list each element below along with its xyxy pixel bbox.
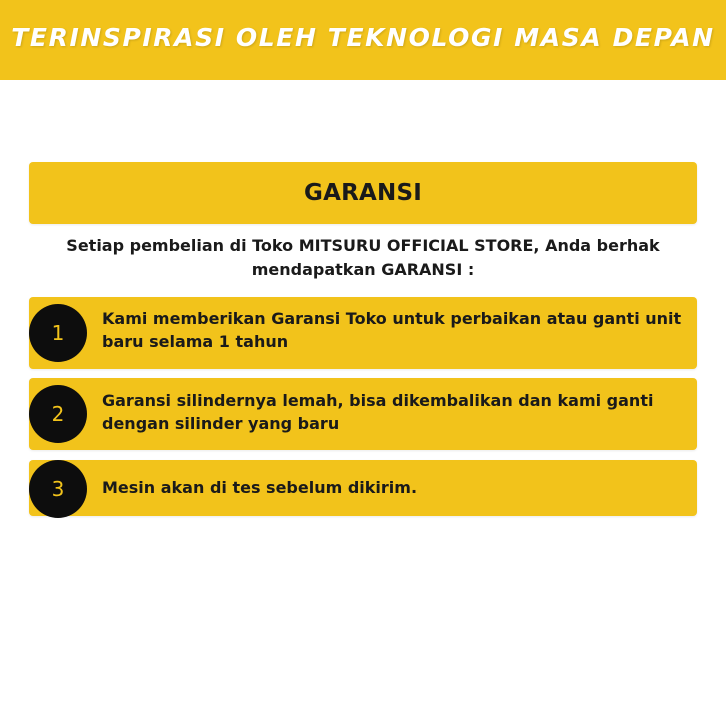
warranty-item bbox=[29, 297, 697, 369]
top-banner bbox=[0, 0, 726, 80]
banner-tagline: TERINSPIRASI OLEH TEKNOLOGI MASA DEPAN bbox=[11, 22, 715, 52]
warranty-item-text: Kami memberikan Garansi Toko untuk perbaikan atau ganti unit baru selama 1 tahun bbox=[102, 309, 682, 351]
warranty-title: GARANSI bbox=[304, 180, 422, 206]
warranty-item bbox=[29, 378, 697, 450]
number-badge: 2 bbox=[29, 385, 87, 443]
warranty-item bbox=[29, 460, 697, 516]
warranty-intro: Setiap pembelian di Toko MITSURU OFFICIAL STORE, Anda berhak mendapatkan GARANSI : bbox=[66, 236, 660, 279]
warranty-item-text: Mesin akan di tes sebelum dikirim. bbox=[102, 478, 418, 497]
warranty-item-text: Garansi silindernya lemah, bisa dikembalikan dan kami ganti dengan silinder yang baru bbox=[102, 391, 654, 433]
number-badge: 1 bbox=[29, 304, 87, 362]
warranty-title-box bbox=[29, 162, 697, 224]
number-badge: 3 bbox=[29, 460, 87, 518]
